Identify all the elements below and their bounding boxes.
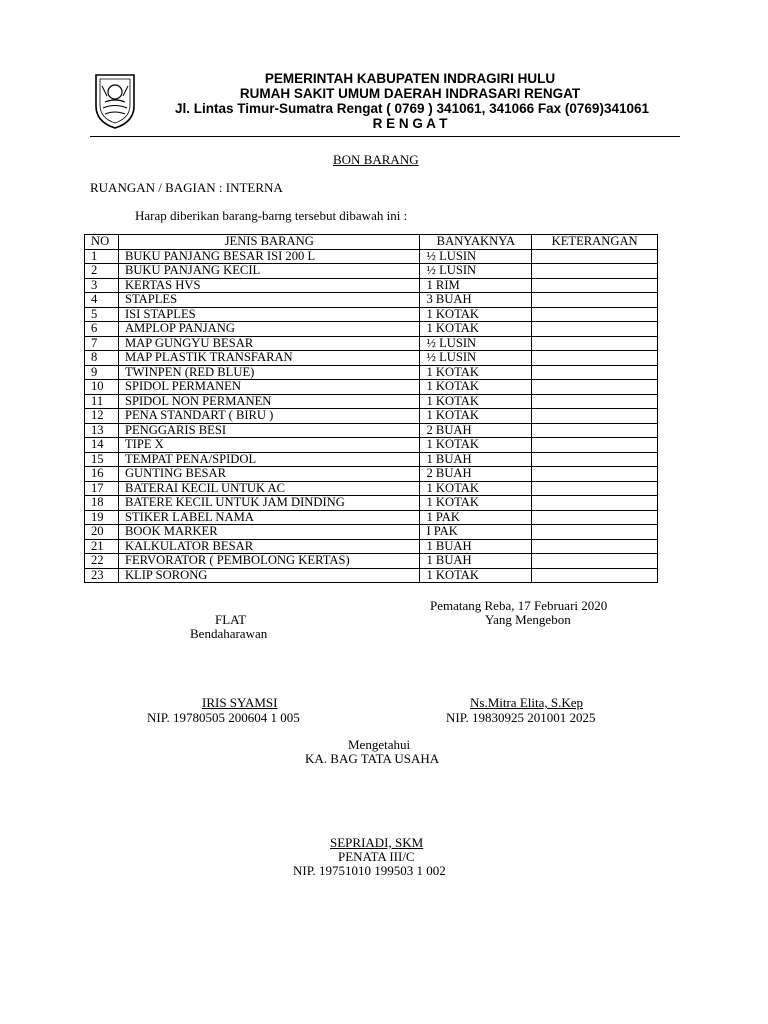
row-number: 14 (85, 438, 119, 453)
table-row (85, 438, 658, 453)
header-city: R E N G A T (372, 116, 448, 131)
row-number: 12 (85, 409, 119, 424)
row-number: 1 (85, 249, 119, 264)
row-quantity: 1 KOTAK (420, 481, 532, 496)
row-notes (532, 539, 658, 554)
table-row (85, 452, 658, 467)
row-notes (532, 394, 658, 409)
table-row (85, 278, 658, 293)
row-notes (532, 467, 658, 482)
place-date: Pematang Reba, 17 Februari 2020 (430, 598, 608, 613)
table-row (85, 525, 658, 540)
row-notes (532, 481, 658, 496)
row-notes (532, 307, 658, 322)
row-item: KLIP SORONG (118, 568, 420, 583)
row-notes (532, 380, 658, 395)
left-signatory-name: IRIS SYAMSI (202, 695, 278, 710)
row-item: BATERAI KECIL UNTUK AC (118, 481, 420, 496)
row-item: STAPLES (118, 293, 420, 308)
approver-role: KA. BAG TATA USAHA (305, 751, 440, 766)
row-quantity: 1 KOTAK (420, 438, 532, 453)
table-row (85, 510, 658, 525)
table-header-row (85, 235, 658, 250)
header-notes: KETERANGAN (532, 235, 658, 250)
table-row (85, 249, 658, 264)
row-item: KALKULATOR BESAR (118, 539, 420, 554)
row-item: PENGGARIS BESI (118, 423, 420, 438)
header-rule (90, 136, 680, 137)
row-notes (532, 496, 658, 511)
approver-nip: NIP. 19751010 199503 1 002 (293, 863, 446, 878)
row-number: 7 (85, 336, 119, 351)
requester-title: Yang Mengebon (485, 612, 571, 627)
row-item: BATERE KECIL UNTUK JAM DINDING (118, 496, 420, 511)
row-number: 3 (85, 278, 119, 293)
table-row (85, 394, 658, 409)
row-number: 13 (85, 423, 119, 438)
row-notes (532, 336, 658, 351)
row-number: 6 (85, 322, 119, 337)
row-quantity: 1 KOTAK (420, 380, 532, 395)
row-item: TIPE X (118, 438, 420, 453)
row-notes (532, 365, 658, 380)
row-number: 8 (85, 351, 119, 366)
row-number: 9 (85, 365, 119, 380)
row-quantity: 1 BUAH (420, 539, 532, 554)
table-row (85, 467, 658, 482)
row-quantity: 3 BUAH (420, 293, 532, 308)
row-item: TEMPAT PENA/SPIDOL (118, 452, 420, 467)
row-item: MAP PLASTIK TRANSFARAN (118, 351, 420, 366)
row-quantity: I PAK (420, 525, 532, 540)
table-row (85, 409, 658, 424)
row-item: KERTAS HVS (118, 278, 420, 293)
row-quantity: 1 KOTAK (420, 322, 532, 337)
row-item: SPIDOL PERMANEN (118, 380, 420, 395)
header-government: PEMERINTAH KABUPATEN INDRAGIRI HULU (264, 71, 556, 86)
row-item: SPIDOL NON PERMANEN (118, 394, 420, 409)
row-notes (532, 264, 658, 279)
table-row (85, 423, 658, 438)
regency-emblem (93, 72, 137, 130)
row-quantity: 1 KOTAK (420, 409, 532, 424)
row-notes (532, 278, 658, 293)
row-item: BUKU PANJANG BESAR ISI 200 L (118, 249, 420, 264)
row-quantity: 1 KOTAK (420, 496, 532, 511)
row-number: 22 (85, 554, 119, 569)
header-item: JENIS BARANG (118, 235, 420, 250)
row-number: 18 (85, 496, 119, 511)
table-row (85, 293, 658, 308)
items-table (84, 234, 658, 583)
row-number: 21 (85, 539, 119, 554)
left-role-flat: FLAT (215, 612, 247, 627)
table-row (85, 380, 658, 395)
row-quantity: ½ LUSIN (420, 264, 532, 279)
row-notes (532, 423, 658, 438)
table-row (85, 264, 658, 279)
row-quantity: 1 PAK (420, 510, 532, 525)
intro-text: Harap diberikan barang-barng tersebut dibawah ini : (135, 208, 408, 223)
row-notes (532, 409, 658, 424)
left-role-treasurer: Bendaharawan (190, 626, 268, 641)
row-item: MAP GUNGYU BESAR (118, 336, 420, 351)
row-number: 17 (85, 481, 119, 496)
row-quantity: 1 BUAH (420, 554, 532, 569)
row-number: 4 (85, 293, 119, 308)
row-quantity: 1 KOTAK (420, 394, 532, 409)
approver-name: SEPRIADI, SKM (330, 835, 424, 850)
acknowledged-label: Mengetahui (348, 737, 411, 752)
document-title: BON BARANG (333, 152, 419, 167)
row-quantity: 1 KOTAK (420, 365, 532, 380)
table-row (85, 307, 658, 322)
row-quantity: ½ LUSIN (420, 249, 532, 264)
header-quantity: BANYAKNYA (420, 235, 532, 250)
row-number: 16 (85, 467, 119, 482)
row-notes (532, 554, 658, 569)
row-quantity: ½ LUSIN (420, 351, 532, 366)
table-row (85, 336, 658, 351)
row-quantity: 1 RIM (420, 278, 532, 293)
row-quantity: 2 BUAH (420, 423, 532, 438)
row-notes (532, 293, 658, 308)
row-item: ISI STAPLES (118, 307, 420, 322)
left-signatory-nip: NIP. 19780505 200604 1 005 (147, 710, 300, 725)
table-row (85, 539, 658, 554)
row-item: BOOK MARKER (118, 525, 420, 540)
row-notes (532, 568, 658, 583)
table-row (85, 554, 658, 569)
table-row (85, 568, 658, 583)
row-quantity: 1 KOTAK (420, 307, 532, 322)
row-quantity: ½ LUSIN (420, 336, 532, 351)
row-quantity: 2 BUAH (420, 467, 532, 482)
row-number: 20 (85, 525, 119, 540)
right-signatory-name: Ns.Mitra Elita, S.Kep (470, 695, 584, 710)
row-item: GUNTING BESAR (118, 467, 420, 482)
table-row (85, 322, 658, 337)
row-item: STIKER LABEL NAMA (118, 510, 420, 525)
table-row (85, 481, 658, 496)
header-hospital: RUMAH SAKIT UMUM DAERAH INDRASARI RENGAT (239, 86, 581, 101)
approver-rank: PENATA III/C (338, 849, 415, 864)
row-item: PENA STANDART ( BIRU ) (118, 409, 420, 424)
row-notes (532, 452, 658, 467)
row-number: 5 (85, 307, 119, 322)
row-quantity: 1 BUAH (420, 452, 532, 467)
row-item: BUKU PANJANG KECIL (118, 264, 420, 279)
table-row (85, 496, 658, 511)
table-row (85, 365, 658, 380)
department-line: RUANGAN / BAGIAN : INTERNA (90, 180, 283, 195)
header-no: NO (85, 235, 119, 250)
row-notes (532, 249, 658, 264)
row-number: 15 (85, 452, 119, 467)
row-number: 2 (85, 264, 119, 279)
row-quantity: 1 KOTAK (420, 568, 532, 583)
row-notes (532, 510, 658, 525)
row-item: FERVORATOR ( PEMBOLONG KERTAS) (118, 554, 420, 569)
row-notes (532, 322, 658, 337)
row-number: 11 (85, 394, 119, 409)
row-item: TWINPEN (RED BLUE) (118, 365, 420, 380)
row-number: 10 (85, 380, 119, 395)
row-notes (532, 351, 658, 366)
right-signatory-nip: NIP. 19830925 201001 2025 (446, 710, 596, 725)
table-row (85, 351, 658, 366)
row-notes (532, 438, 658, 453)
row-number: 19 (85, 510, 119, 525)
row-notes (532, 525, 658, 540)
header-address: Jl. Lintas Timur-Sumatra Rengat ( 0769 ) 341061, 341066 Fax (0769)341061 (174, 101, 649, 116)
row-item: AMPLOP PANJANG (118, 322, 420, 337)
row-number: 23 (85, 568, 119, 583)
